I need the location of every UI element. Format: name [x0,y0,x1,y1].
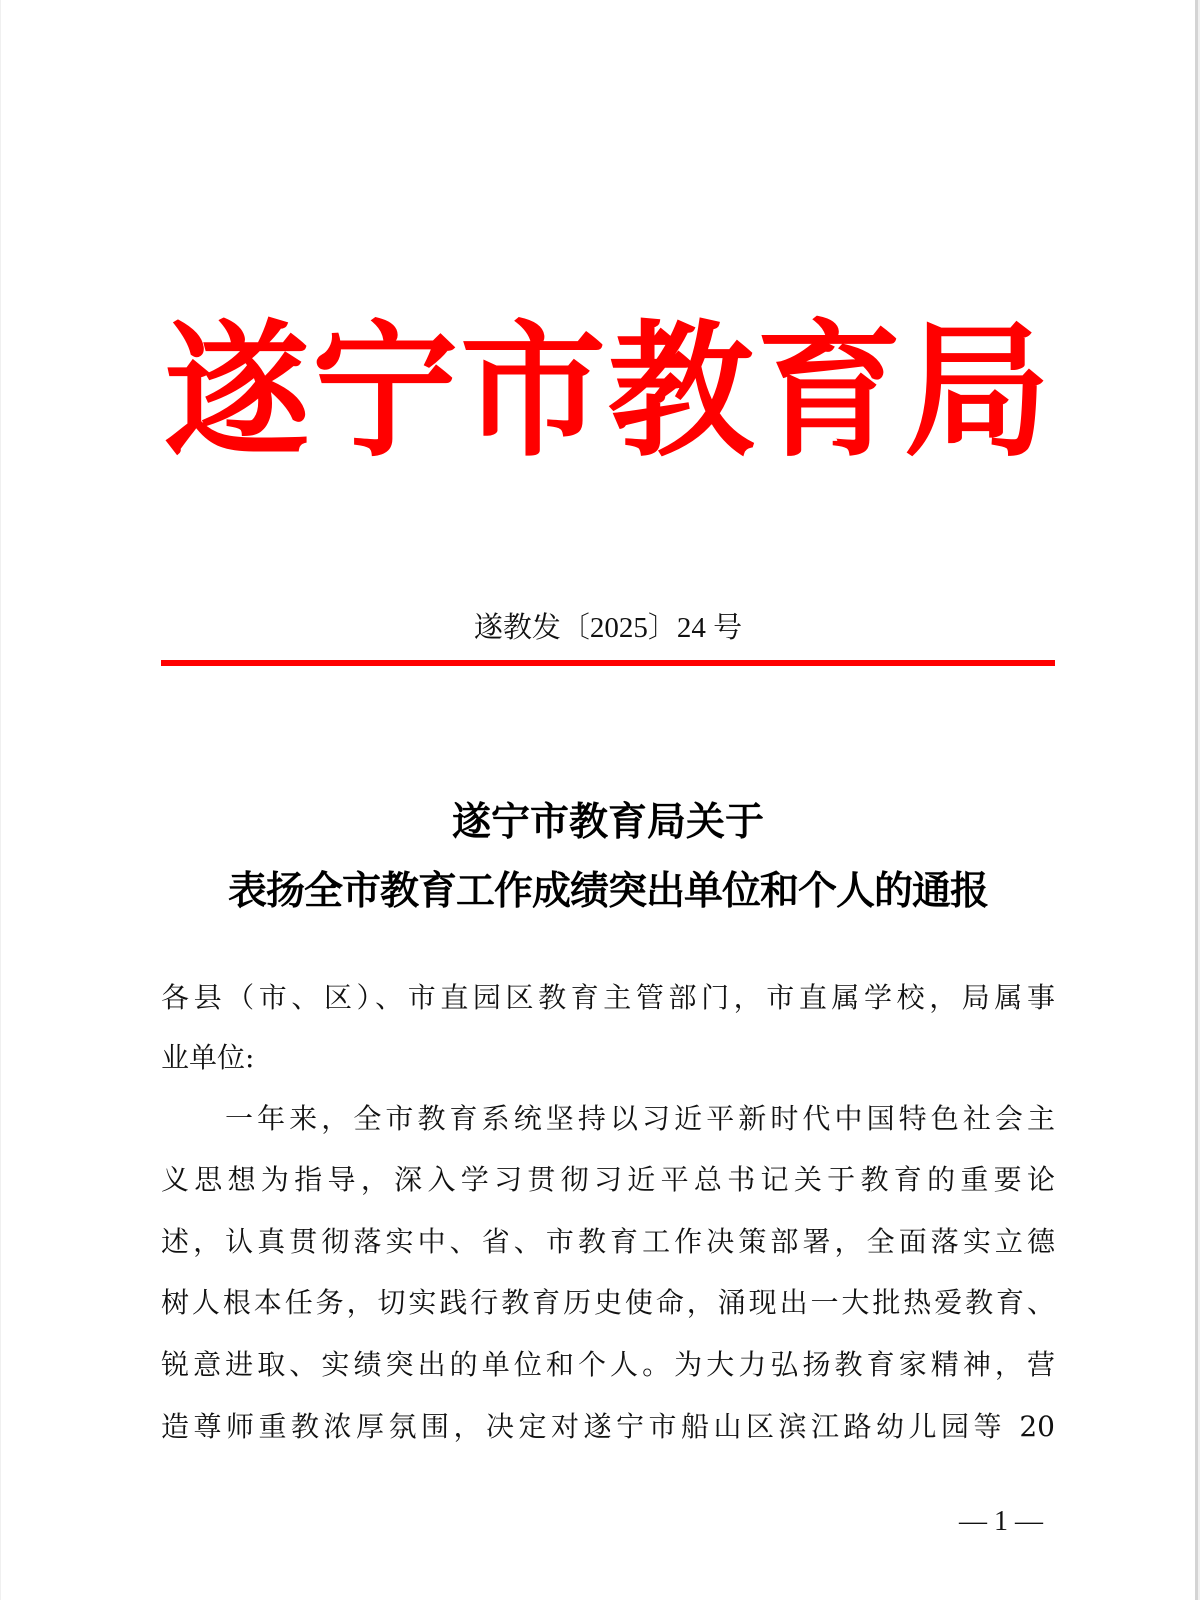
body-paragraph-line: 锐意进取、实绩突出的单位和个人。为大力弘扬教育家精神，营 [161,1348,1055,1381]
issuer-masthead: 遂宁市教育局 [164,306,1052,477]
body-paragraph-line: 述，认真贯彻落实中、省、市教育工作决策部署，全面落实立德 [161,1225,1055,1258]
page-number: — 1 — [959,1506,1043,1537]
salutation-line-2: 业单位: [161,1041,255,1074]
document-page [1,0,1198,1600]
body-paragraph-line: 一年来，全市教育系统坚持以习近平新时代中国特色社会主 [225,1102,1055,1135]
body-paragraph-line: 义思想为指导，深入学习贯彻习近平总书记关于教育的重要论 [161,1163,1055,1196]
salutation-line-1: 各县（市、区）、市直园区教育主管部门，市直属学校，局属事 [161,981,1055,1014]
document-number: 遂教发〔2025〕24 号 [473,612,743,644]
body-paragraph-line: 树人根本任务，切实践行教育历史使命，涌现出一大批热爱教育、 [161,1286,1055,1319]
body-paragraph-line: 造尊师重教浓厚氛围，决定对遂宁市船山区滨江路幼儿园等 20 [161,1410,1055,1443]
red-divider-rule [161,660,1055,666]
document-title-line-2: 表扬全市教育工作成绩突出单位和个人的通报 [227,868,988,914]
document-title-line-1: 遂宁市教育局关于 [451,799,764,845]
